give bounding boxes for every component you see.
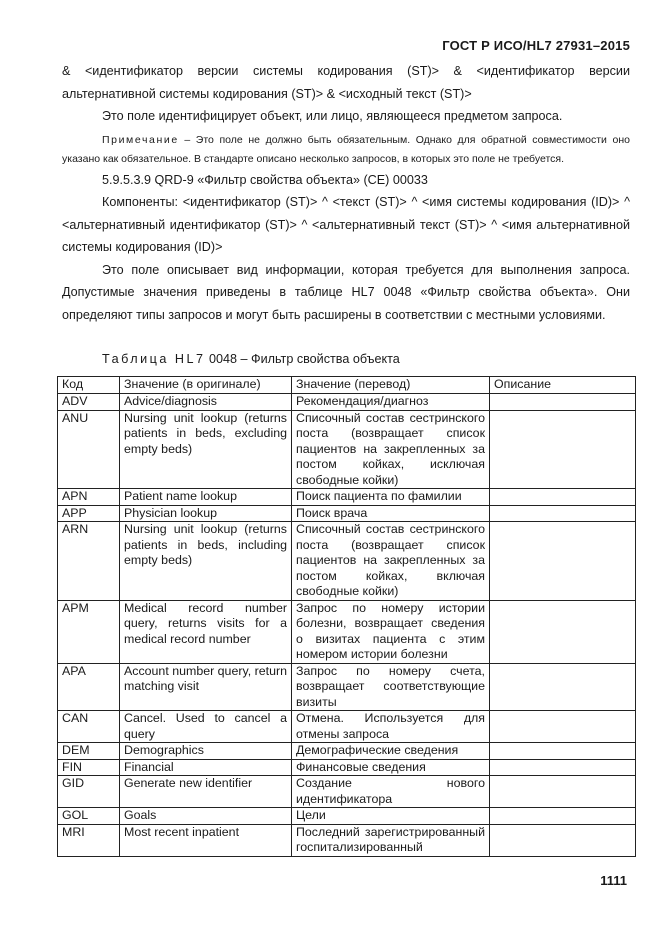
cell-original: Physician lookup xyxy=(120,505,292,522)
cell-original: Goals xyxy=(120,808,292,825)
cell-translation: Списочный состав сестринского поста (возвращает список пациентов на закрепленных за постом койках, включая свободные койки) xyxy=(292,522,490,601)
cell-description xyxy=(490,824,636,856)
table-row xyxy=(58,808,636,825)
cell-description xyxy=(490,808,636,825)
cell-code: MRI xyxy=(58,824,120,856)
table-row xyxy=(58,663,636,711)
cell-original: Nursing unit lookup (returns patients in beds, including empty beds) xyxy=(120,522,292,601)
cell-translation: Поиск пациента по фамилии xyxy=(292,489,490,506)
cell-description xyxy=(490,522,636,601)
table-title-number: 0048 xyxy=(208,352,238,366)
note-label: Примечание xyxy=(102,133,179,146)
table-row xyxy=(58,489,636,506)
cell-original: Medical record number query, returns visits for a medical record number xyxy=(120,600,292,663)
table-row xyxy=(58,394,636,411)
table-row xyxy=(58,505,636,522)
cell-original: Demographics xyxy=(120,743,292,760)
cell-description xyxy=(490,711,636,743)
paragraph-identifies: Это поле идентифицирует объект, или лицо, являющееся предметом запроса. xyxy=(102,109,563,123)
cell-code: DEM xyxy=(58,743,120,760)
cell-translation: Последний зарегистрированный госпитализированный xyxy=(292,824,490,856)
cell-description xyxy=(490,743,636,760)
cell-code: ANU xyxy=(58,410,120,489)
note xyxy=(62,131,630,169)
col-header-translation: Значение (перевод) xyxy=(292,377,490,394)
cell-code: APN xyxy=(58,489,120,506)
cell-translation: Поиск врача xyxy=(292,505,490,522)
table-row xyxy=(58,743,636,760)
table-row xyxy=(58,759,636,776)
cell-description xyxy=(490,410,636,489)
cell-description xyxy=(490,776,636,808)
cell-code: GID xyxy=(58,776,120,808)
paragraph-components-cont: & <идентификатор версии системы кодирования (ST)> & <идентификатор версии альтернативной системы кодирования (ST)> & <исходный текст (ST)> xyxy=(62,64,630,101)
table-row xyxy=(58,410,636,489)
paragraph-components: Компоненты: <идентификатор (ST)> ^ <текст (ST)> ^ <имя системы кодирования (ID)> ^ <альтернативный идентификатор (ST)> ^ <альтернативный текст (ST)> ^ <имя альтернативной системы кодирования (ID)> xyxy=(62,195,630,254)
cell-description xyxy=(490,489,636,506)
cell-translation: Цели xyxy=(292,808,490,825)
cell-description xyxy=(490,505,636,522)
cell-code: APA xyxy=(58,663,120,711)
cell-description xyxy=(490,394,636,411)
values-table xyxy=(57,376,636,857)
page-number: 1111 xyxy=(600,873,627,888)
paragraph-describes: Это поле описывает вид информации, которая требуется для выполнения запроса. Допустимые значения приведены в таблице HL7 0048 «Фильтр свойства объекта». Они определяют типы запросов и могут быть расширены в соответствии с местными условиями. xyxy=(62,262,630,322)
table-row xyxy=(58,776,636,808)
cell-translation: Рекомендация/диагноз xyxy=(292,394,490,411)
cell-code: APP xyxy=(58,505,120,522)
table-row xyxy=(58,600,636,663)
cell-code: ADV xyxy=(58,394,120,411)
body-text xyxy=(62,60,630,326)
cell-original: Most recent inpatient xyxy=(120,824,292,856)
table-row xyxy=(58,522,636,601)
cell-code: ARN xyxy=(58,522,120,601)
cell-translation: Создание нового идентификатора xyxy=(292,776,490,808)
table-title-label: Таблица HL7 xyxy=(102,352,206,366)
cell-translation: Демографические сведения xyxy=(292,743,490,760)
cell-translation: Финансовые сведения xyxy=(292,759,490,776)
cell-translation: Отмена. Используется для отмены запроса xyxy=(292,711,490,743)
cell-translation: Списочный состав сестринского поста (возвращает список пациентов на закрепленных за постом койках, исключая свободные койки) xyxy=(292,410,490,489)
cell-original: Patient name lookup xyxy=(120,489,292,506)
table-title-rest: – Фильтр свойства объекта xyxy=(237,352,400,366)
table-row xyxy=(58,824,636,856)
cell-original: Generate new identifier xyxy=(120,776,292,808)
cell-original: Advice/diagnosis xyxy=(120,394,292,411)
cell-original: Cancel. Used to cancel a query xyxy=(120,711,292,743)
cell-description xyxy=(490,663,636,711)
cell-original: Account number query, return matching visit xyxy=(120,663,292,711)
cell-description xyxy=(490,759,636,776)
cell-original: Financial xyxy=(120,759,292,776)
note-text: – Это поле не должно быть обязательным. Однако для обратной совместимости оно указано как обязательное. В стандарте описано несколько запросов, в которых это поле не требуется. xyxy=(62,133,630,165)
cell-translation: Запрос по номеру счета, возвращает соответствующие визиты xyxy=(292,663,490,711)
cell-code: FIN xyxy=(58,759,120,776)
col-header-code: Код xyxy=(58,377,120,394)
table-title xyxy=(102,352,400,366)
table-row xyxy=(58,711,636,743)
cell-code: APM xyxy=(58,600,120,663)
document-header: ГОСТ Р ИСО/HL7 27931–2015 xyxy=(442,38,630,53)
col-header-description: Описание xyxy=(490,377,636,394)
cell-code: GOL xyxy=(58,808,120,825)
cell-original: Nursing unit lookup (returns patients in beds, excluding empty beds) xyxy=(120,410,292,489)
col-header-original: Значение (в оригинале) xyxy=(120,377,292,394)
cell-description xyxy=(490,600,636,663)
cell-code: CAN xyxy=(58,711,120,743)
section-heading: 5.9.5.3.9 QRD-9 «Фильтр свойства объекта» (CE) 00033 xyxy=(102,172,428,187)
table-header-row xyxy=(58,377,636,394)
cell-translation: Запрос по номеру истории болезни, возвращает сведения о визитах пациента с этим номером истории болезни xyxy=(292,600,490,663)
